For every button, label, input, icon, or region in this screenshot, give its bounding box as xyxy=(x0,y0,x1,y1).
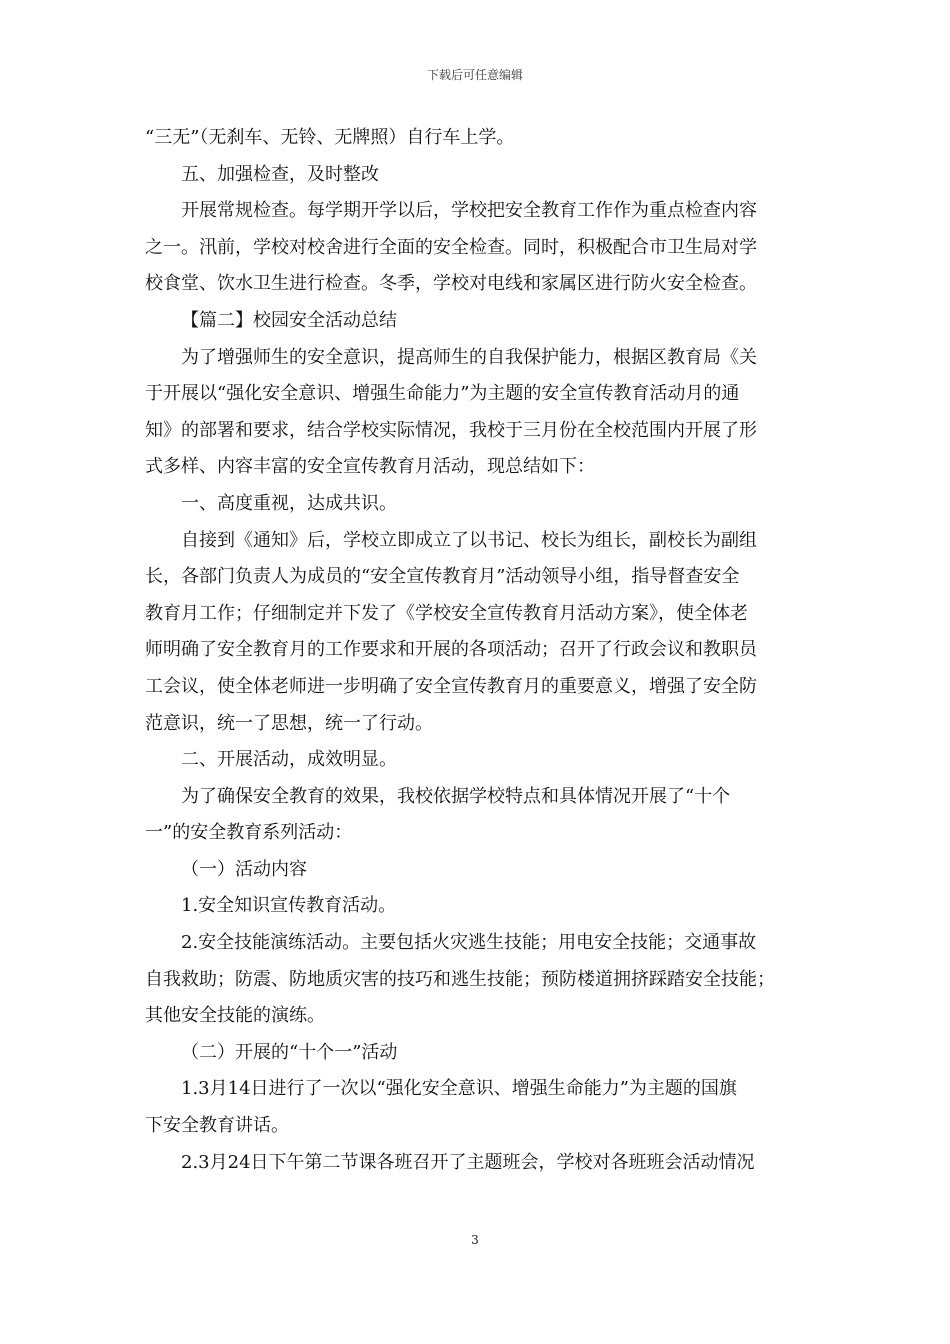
text-line: 二、开展活动，成效明显。 xyxy=(181,749,397,771)
text-line: 长，各部门负责人为成员的“安全宣传教育月”活动领导小组，指导督查安全 xyxy=(145,566,740,588)
text-line: 2.安全技能演练活动。主要包括火灾逃生技能；用电安全技能；交通事故 xyxy=(181,932,757,954)
text-line: 1.3月14日进行了一次以“强化安全意识、增强生命能力”为主题的国旗 xyxy=(181,1078,737,1100)
text-line: 工会议，使全体老师进一步明确了安全宣传教育月的重要意义，增强了安全防 xyxy=(145,675,757,697)
text-line: 之一。汛前，学校对校舍进行全面的安全检查。同时，积极配合市卫生局对学 xyxy=(145,236,757,258)
text-line: 其他安全技能的演练。 xyxy=(145,1005,325,1027)
text-line: 为了确保安全教育的效果，我校依据学校特点和具体情况开展了“十个 xyxy=(181,785,731,807)
page-header: 下载后可任意编辑 xyxy=(426,68,523,82)
text-line: （一）活动内容 xyxy=(181,858,307,880)
document-body xyxy=(145,120,810,1181)
text-line: 1.安全知识宣传教育活动。 xyxy=(181,895,397,917)
text-line: 校食堂、饮水卫生进行检查。冬季，学校对电线和家属区进行防火安全检查。 xyxy=(145,273,757,295)
text-line: （二）开展的“十个一”活动 xyxy=(181,1041,398,1063)
text-line: 范意识，统一了思想，统一了行动。 xyxy=(145,712,433,734)
text-line: 2.3月24日下午第二节课各班召开了主题班会，学校对各班班会活动情况 xyxy=(181,1151,755,1173)
text-line: 师明确了安全教育月的工作要求和开展的各项活动；召开了行政会议和教职员 xyxy=(145,639,757,661)
text-line: 式多样、内容丰富的安全宣传教育月活动，现总结如下： xyxy=(145,456,595,478)
text-line: 自我救助；防震、防地质灾害的技巧和逃生技能；预防楼道拥挤踩踏安全技能； xyxy=(145,968,775,990)
text-line: 【篇二】校园安全活动总结 xyxy=(181,309,397,331)
text-line: 一”的安全教育系列活动： xyxy=(145,822,353,844)
text-line: 五、加强检查，及时整改 xyxy=(181,163,379,185)
text-line: 于开展以“强化安全意识、增强生命能力”为主题的安全宣传教育活动月的通 xyxy=(145,383,740,405)
text-line: 知》的部署和要求，结合学校实际情况，我校于三月份在全校范围内开展了形 xyxy=(145,419,757,441)
text-line: 一、高度重视，达成共识。 xyxy=(181,492,397,514)
page-number: 3 xyxy=(471,1233,479,1247)
text-line: 开展常规检查。每学期开学以后，学校把安全教育工作作为重点检查内容 xyxy=(181,200,757,222)
text-line: “三无”（无刹车、无铃、无牌照）自行车上学。 xyxy=(145,127,515,148)
text-line: 下安全教育讲话。 xyxy=(145,1115,289,1137)
text-line: 自接到《通知》后，学校立即成立了以书记、校长为组长，副校长为副组 xyxy=(181,529,757,551)
text-line: 为了增强师生的安全意识，提高师生的自我保护能力，根据区教育局《关 xyxy=(181,346,757,368)
text-line: 教育月工作；仔细制定并下发了《学校安全宣传教育月活动方案》，使全体老 xyxy=(145,602,748,624)
